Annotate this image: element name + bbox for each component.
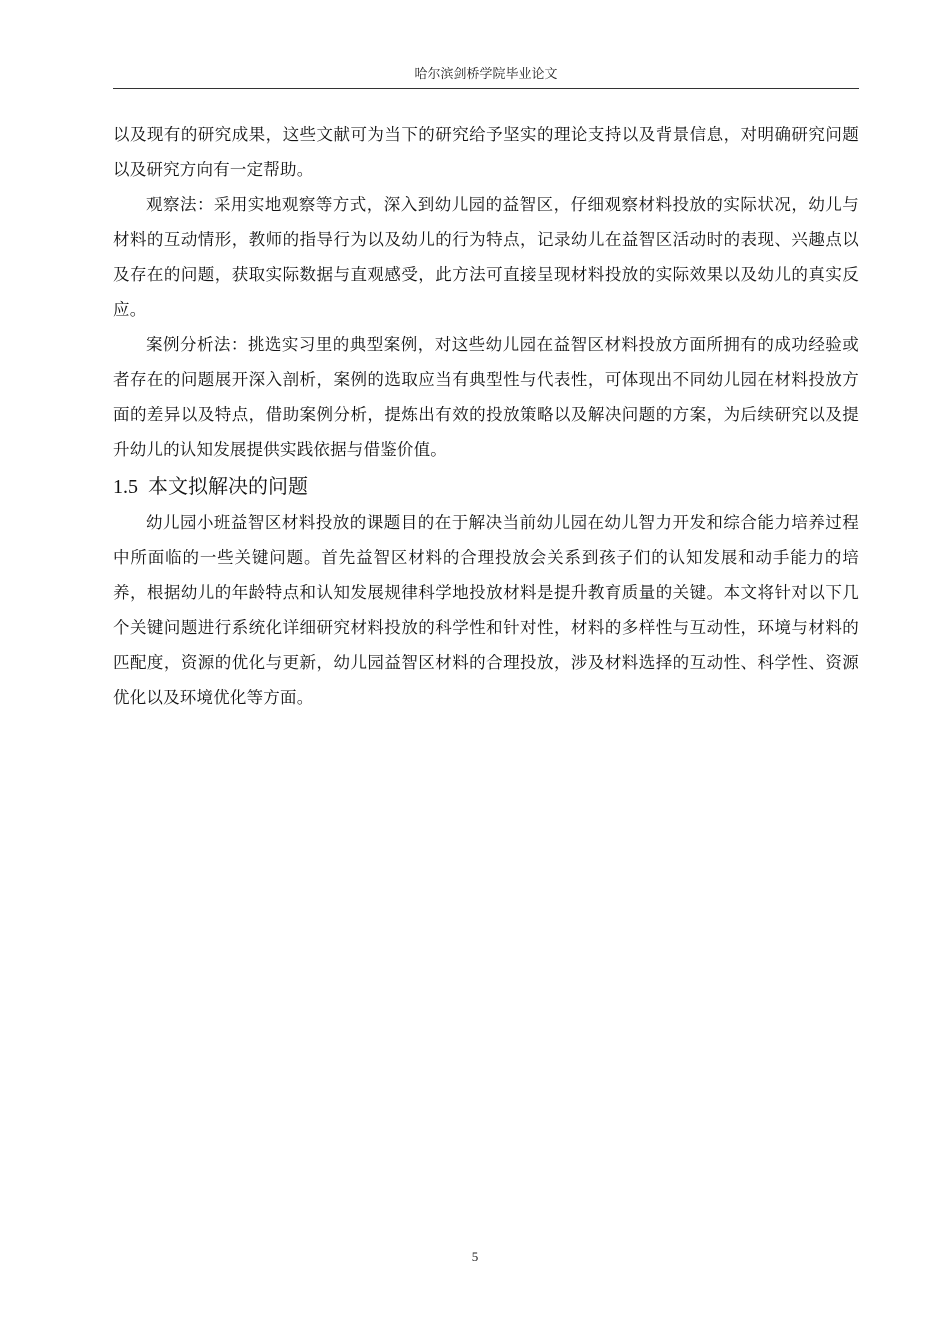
section-heading <box>113 469 859 504</box>
section-title: 本文拟解决的问题 <box>148 474 308 498</box>
page-header <box>113 63 859 89</box>
paragraph-problems-to-solve: 幼儿园小班益智区材料投放的课题目的在于解决当前幼儿园在幼儿智力开发和综合能力培养过程中所面临的一些关键问题。首先益智区材料的合理投放会关系到孩子们的认知发展和动手能力的培养，根据幼儿的年龄特点和认知发展规律科学地投放材料是提升教育质量的关键。本文将针对以下几个关键问题进行系统化详细研究材料投放的科学性和针对性，材料的多样性与互动性，环境与材料的匹配度，资源的优化与更新，幼儿园益智区材料的合理投放，涉及材料选择的互动性、科学性、资源优化以及环境优化等方面。 <box>113 513 859 707</box>
paragraph-case-analysis-method: 案例分析法：挑选实习里的典型案例，对这些幼儿园在益智区材料投放方面所拥有的成功经验或者存在的问题展开深入剖析，案例的选取应当有典型性与代表性，可体现出不同幼儿园在材料投放方面的差异以及特点，借助案例分析，提炼出有效的投放策略以及解决问题的方案，为后续研究以及提升幼儿的认知发展提供实践依据与借鉴价值。 <box>113 335 859 459</box>
page-number: 5 <box>471 1249 479 1264</box>
section-number: 1.5 <box>113 476 138 498</box>
document-body <box>113 117 859 715</box>
paragraph-observation-method: 观察法：采用实地观察等方式，深入到幼儿园的益智区，仔细观察材料投放的实际状况，幼儿与材料的互动情形，教师的指导行为以及幼儿的行为特点，记录幼儿在益智区活动时的表现、兴趣点以及存在的问题，获取实际数据与直观感受，此方法可直接呈现材料投放的实际效果以及幼儿的真实反应。 <box>113 195 859 319</box>
header-title: 哈尔滨剑桥学院毕业论文 <box>414 67 558 82</box>
paragraph-literature-continued: 以及现有的研究成果，这些文献可为当下的研究给予坚实的理论支持以及背景信息，对明确研究问题以及研究方向有一定帮助。 <box>113 125 859 179</box>
